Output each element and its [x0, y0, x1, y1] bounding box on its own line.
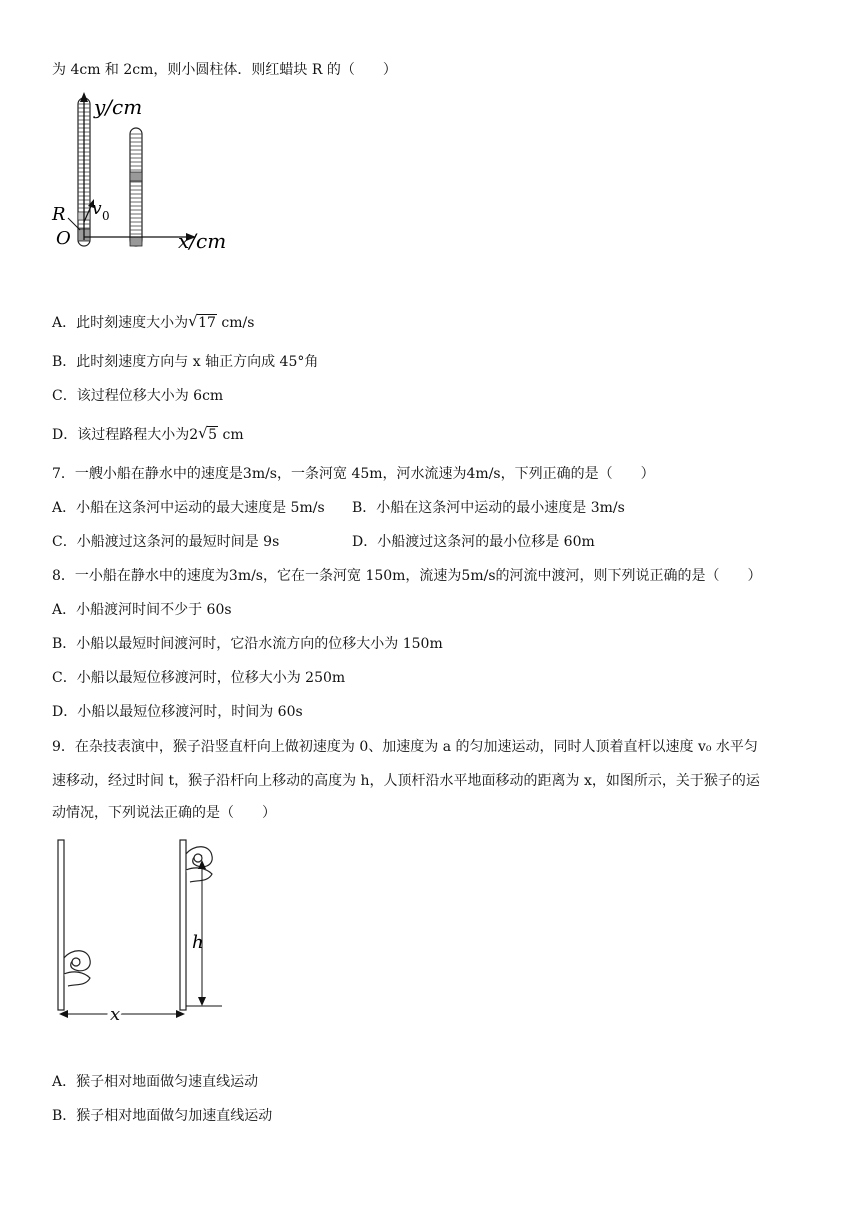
q8-option-d: D．小船以最短位移渡河时，时间为 60s [52, 704, 303, 720]
monkey-pole-figure [50, 836, 240, 1026]
q8-stem: 8．一小船在静水中的速度为3m/s，它在一条河宽 150m，流速为5m/s的河流中渡河，则下列说正确的是（ ） [52, 568, 762, 584]
block-moved [130, 172, 142, 181]
q8-option-c: C．小船以最短位移渡河时，位移大小为 250m [52, 670, 346, 686]
q7-option-b: B．小船在这条河中运动的最小速度是 3m/s [352, 500, 625, 516]
q6-option-a: A．此时刻速度大小为 √ 17 cm/s [52, 312, 255, 331]
height-label: h [192, 932, 204, 953]
q7-option-a: A．小船在这条河中运动的最大速度是 5m/s [52, 500, 325, 516]
q7-stem: 7．一艘小船在静水中的速度是3m/s，一条河宽 45m，河水流速为4m/s，下列正确的是（ ） [52, 466, 655, 482]
q9-option-a: A．猴子相对地面做匀速直线运动 [52, 1074, 259, 1090]
velocity-label: v [92, 199, 102, 219]
x-axis-label: x/cm [178, 229, 227, 253]
block-label: R [52, 204, 66, 225]
q9-stem-line2: 速移动，经过时间 t，猴子沿杆向上移动的高度为 h，人顶杆沿水平地面移动的距离为 x，如图所示，关于猴子的运 [52, 773, 760, 789]
q9-stem-line3: 动情况，下列说法正确的是（ ） [52, 805, 276, 821]
question6-stem-tail: 为 4cm 和 2cm，则小圆柱体．则红蜡块 R 的（ ） [52, 62, 397, 78]
candle-tube-figure [48, 92, 238, 262]
q8-option-a: A．小船渡河时间不少于 60s [52, 602, 232, 618]
q9-option-b: B．猴子相对地面做匀加速直线运动 [52, 1108, 273, 1124]
q6-option-d: D．该过程路程大小为2 √ 5 cm [52, 424, 244, 443]
q7-option-c: C．小船渡过这条河的最短时间是 9s [52, 534, 280, 550]
q6-option-c: C．该过程位移大小为 6cm [52, 388, 224, 404]
monkey-icon-end [186, 847, 212, 882]
origin-label: O [56, 228, 71, 249]
q7-option-d: D．小船渡过这条河的最小位移是 60m [352, 534, 595, 550]
y-axis-label: y/cm [94, 95, 143, 119]
q6-option-b: B．此时刻速度方向与 x 轴正方向成 45°角 [52, 354, 319, 370]
monkey-icon-start [64, 951, 90, 986]
q8-option-b: B．小船以最短时间渡河时，它沿水流方向的位移大小为 150m [52, 636, 443, 652]
sqrt-symbol: √ 5 [198, 424, 218, 443]
q9-stem-line1: 9．在杂技表演中，猴子沿竖直杆向上做初速度为 0、加速度为 a 的匀加速运动，同时人顶着直杆以速度 v₀ 水平匀 [52, 739, 758, 755]
distance-label: x [110, 1004, 121, 1025]
velocity-subscript: 0 [102, 209, 110, 223]
sqrt-symbol: √ 17 [188, 312, 216, 331]
